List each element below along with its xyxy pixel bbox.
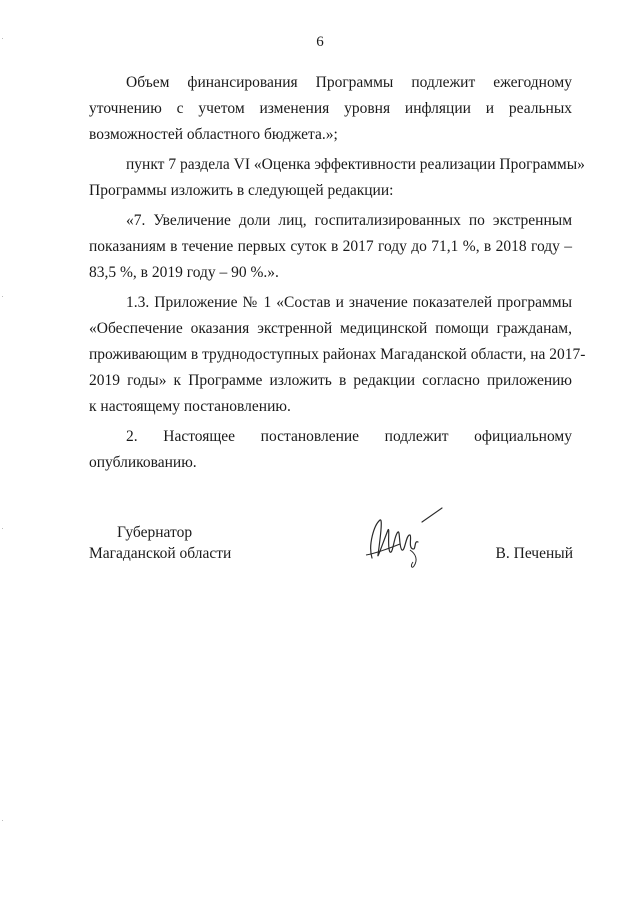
body-line: «Обеспечение оказания экстренной медицинской помощи гражданам, — [89, 320, 572, 337]
governor-name: В. Печеный — [495, 545, 573, 562]
body-line: уточнению с учетом изменения уровня инфляции и реальных — [89, 100, 572, 117]
governor-title-line2: Магаданской области — [89, 545, 232, 562]
body-line: 83,5 %, в 2019 году – 90 %.». — [89, 264, 279, 281]
body-line: 2019 годы» к Программе изложить в редакции согласно приложению — [89, 372, 572, 389]
body-line: «7. Увеличение доли лиц, госпитализированных по экстренным — [126, 212, 572, 229]
body-line: 2. Настоящее постановление подлежит официальному — [126, 428, 572, 445]
scan-edge-mark — [2, 528, 3, 529]
body-line: 1.3. Приложение № 1 «Состав и значение показателей программы — [126, 294, 572, 311]
scan-edge-mark — [2, 38, 3, 39]
signature-block — [89, 522, 573, 582]
scan-edge-mark — [2, 296, 3, 297]
page-number: 6 — [316, 34, 324, 50]
body-line: к настоящему постановлению. — [89, 398, 291, 415]
body-line: Объем финансирования Программы подлежит ежегодному — [126, 74, 572, 91]
document-body — [89, 70, 586, 476]
scan-edge-mark — [2, 820, 3, 821]
body-line: возможностей областного бюджета.»; — [89, 126, 338, 143]
handwritten-signature — [350, 500, 450, 570]
governor-title-line1: Губернатор — [117, 524, 193, 541]
body-line: опубликованию. — [89, 454, 197, 471]
governor-title — [89, 522, 231, 564]
body-line: Программы изложить в следующей редакции: — [89, 182, 394, 199]
body-line: проживающим в труднодоступных районах Магаданской области, на 2017- — [89, 346, 586, 363]
body-line: пункт 7 раздела VI «Оценка эффективности реализации Программы» — [126, 156, 585, 173]
body-line: показаниям в течение первых суток в 2017 году до 71,1 %, в 2018 году – — [89, 238, 572, 255]
